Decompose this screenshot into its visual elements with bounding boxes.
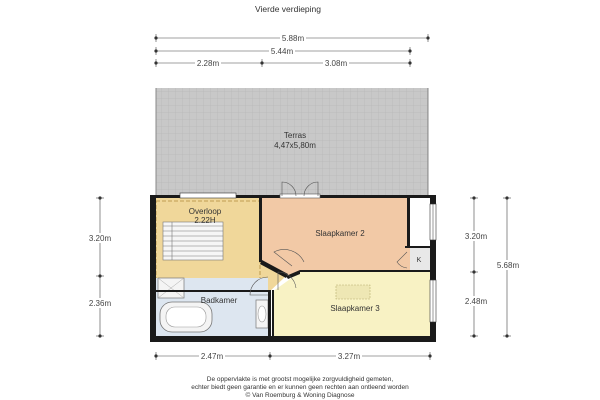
footer-disclaimer: [0, 376, 600, 400]
dim-top-left: 2.28m: [196, 59, 220, 68]
overloop-label: Overloop: [188, 207, 222, 216]
footer-line-2: echter biedt geen garantie en er kunnen geen rechten aan ontleend worden: [191, 384, 409, 391]
terrace-window: [180, 193, 236, 198]
terrace-label: Terras: [283, 131, 307, 140]
dim-right-total: 5.68m: [496, 261, 520, 270]
staircase: [163, 222, 223, 260]
bed-marker: [336, 285, 370, 299]
washbasin: [256, 300, 268, 328]
slaapkamer2-label: Slaapkamer 2: [315, 229, 365, 238]
dim-top-inner: 5.44m: [270, 47, 294, 56]
overloop-height-label: 2.22H: [194, 216, 216, 225]
dim-top-total: 5.88m: [281, 34, 305, 43]
terrace-size-label: 4,47x5,80m: [274, 141, 316, 150]
footer-line-1: De oppervlakte is met grootst mogelijke zorgvuldigheid gemeten,: [206, 376, 394, 383]
dim-left-upper: 3.20m: [88, 234, 112, 243]
dim-left-lower: 2.36m: [88, 299, 112, 308]
dim-bottom-right: 3.27m: [337, 352, 361, 361]
kast-label: K: [416, 257, 422, 264]
bathtub: [160, 302, 212, 332]
dim-bottom-left: 2.47m: [200, 352, 224, 361]
footer-line-3: © Van Roemburg & Woning Diagnose: [245, 392, 355, 399]
dim-right-upper: 3.20m: [464, 232, 488, 241]
badkamer-label: Badkamer: [200, 296, 238, 305]
dim-top-right: 3.08m: [324, 59, 348, 68]
dim-right-lower: 2.48m: [464, 297, 488, 306]
plan-title: Vierde verdieping: [255, 4, 321, 14]
slaapkamer3-label: Slaapkamer 3: [330, 304, 380, 313]
shower: [158, 278, 184, 298]
